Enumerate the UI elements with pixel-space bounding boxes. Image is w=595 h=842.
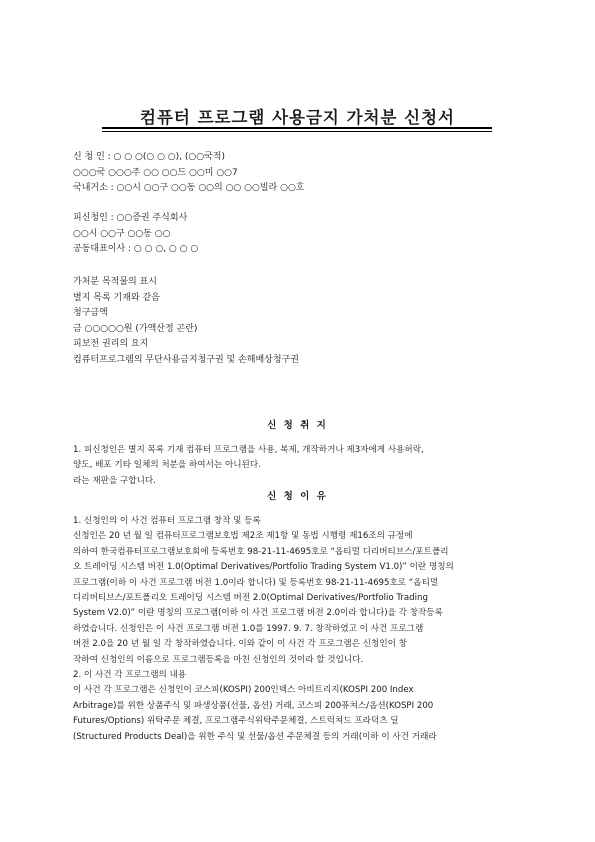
section-1-line: 신청인은 20 년 월 일 컴퓨터프로그램보호법 제2조 제1항 및 동법 시행령 제16조의 규정에: [73, 531, 413, 542]
claim-object-label: 가처분 목적물의 표시: [73, 277, 157, 287]
purpose-heading: 신 청 취 지: [267, 420, 328, 431]
purpose-block: [73, 443, 523, 489]
respondent-representatives: 공동대표이사 : ○ ○ ○, ○ ○ ○: [73, 244, 199, 254]
reasons-heading: 신 청 이 유: [267, 491, 328, 502]
section-1-line: System V2.0)” 이란 명칭의 프로그램(이하 이 사건 프로그램 버전 2.0이라 합니다)을 각 창작등록: [73, 608, 443, 619]
applicant-residence: 국내거소 : ○○시 ○○구 ○○동 ○○의 ○○ ○○빌라 ○○호: [73, 183, 305, 193]
respondent-address: ○○시 ○○구 ○○동 ○○: [73, 228, 171, 239]
section-1-line: 의하여 한국컴퓨터프로그램보호회에 등록번호 98-21-11-4695호로 “옵티멀 디리버티브스/포트폴리: [73, 546, 449, 557]
section-1-line: 하였습니다. 신청인은 이 사건 프로그램 버전 1.0를 1997. 9. 7. 창작하였고 이 사건 프로그램: [73, 623, 424, 634]
section-1-line: 오 트레이딩 시스템 버전 1.0(Optimal Derivatives/Portfolio Trading System V1.0)” 이란 명칭의: [73, 562, 454, 573]
respondent-name: 피신청인 : ○○증권 주식회사: [73, 213, 188, 223]
applicant-address: ○○○국 ○○○주 ○○ ○○드 ○○미 ○○7: [73, 167, 238, 178]
claim-amount-label: 청구금액: [73, 308, 108, 318]
section-2-line: (Structured Products Deal)을 위한 주식 및 선물/옵션 주문체결 등의 거래(이하 이 사건 거래라: [73, 731, 437, 742]
claim-right-label: 피보전 권리의 요지: [73, 339, 149, 349]
purpose-line: 1. 피신청인은 별지 목록 기재 컴퓨터 프로그램을 사용, 복제, 개작하거나 제3자에게 사용허락,: [73, 445, 424, 455]
section-1-line: 작하여 신청인의 이름으로 프로그램등록을 마친 신청인의 것이라 할 것입니다.: [73, 654, 364, 665]
applicant-block: [73, 150, 523, 197]
title-underline-thin: [102, 131, 492, 132]
claim-amount-value: 금 ○○○○○원 (가액산정 곤란): [73, 323, 198, 334]
purpose-line: 라는 재판을 구합니다.: [73, 475, 156, 486]
reasons-block: [73, 514, 523, 745]
section-2-title: 2. 이 사건 각 프로그램의 내용: [73, 670, 187, 681]
section-2-line: Arbitrage)를 위한 상품주식 및 파생상품(선물, 옵션) 거래, 코스피 200퓨쳐스/옵션(KOSPI 200: [73, 700, 434, 711]
section-2-line: Futures/Options) 위탁주문 체결, 프로그램주식위탁주문체결, 스트럭쳐드 프라덕츠 딜: [73, 716, 399, 727]
section-1-line: 버전 2.0을 20 년 월 일 각 창작하였습니다. 이와 같이 이 사건 각 프로그램은 신청인이 창: [73, 639, 407, 650]
claim-object-value: 별지 목록 기재와 같음: [73, 292, 160, 303]
claim-right-value: 컴퓨터프로그램의 무단사용금지청구권 및 손해배상청구권: [73, 354, 299, 365]
section-1-title: 1. 신청인의 이 사건 컴퓨터 프로그램 창작 및 등록: [73, 516, 261, 526]
applicant-name: 신 청 인 : ○ ○ ○(○ ○ ○), (○○국적): [73, 152, 225, 162]
purpose-line: 양도, 배포 기타 일체의 처분을 하여서는 아니된다.: [73, 460, 261, 471]
document-title: 컴퓨터 프로그램 사용금지 가처분 신청서: [140, 108, 455, 127]
respondent-block: [73, 211, 523, 258]
section-1-line: 프로그램(이하 이 사건 프로그램 버전 1.0이라 합니다) 및 등록번호 98-21-11-4695호로 “옵티멀: [73, 577, 439, 588]
title-underline-thick: [102, 127, 492, 129]
claim-block: [73, 275, 523, 368]
section-2-line: 이 사건 각 프로그램은 신청인이 코스피(KOSPI) 200인덱스 아비트리지(KOSPI 200 Index: [73, 685, 414, 696]
section-1-line: 디리버티브스/포트폴리오 트레이딩 시스템 버전 2.0(Optimal Derivatives/Portfolio Trading: [73, 593, 428, 604]
